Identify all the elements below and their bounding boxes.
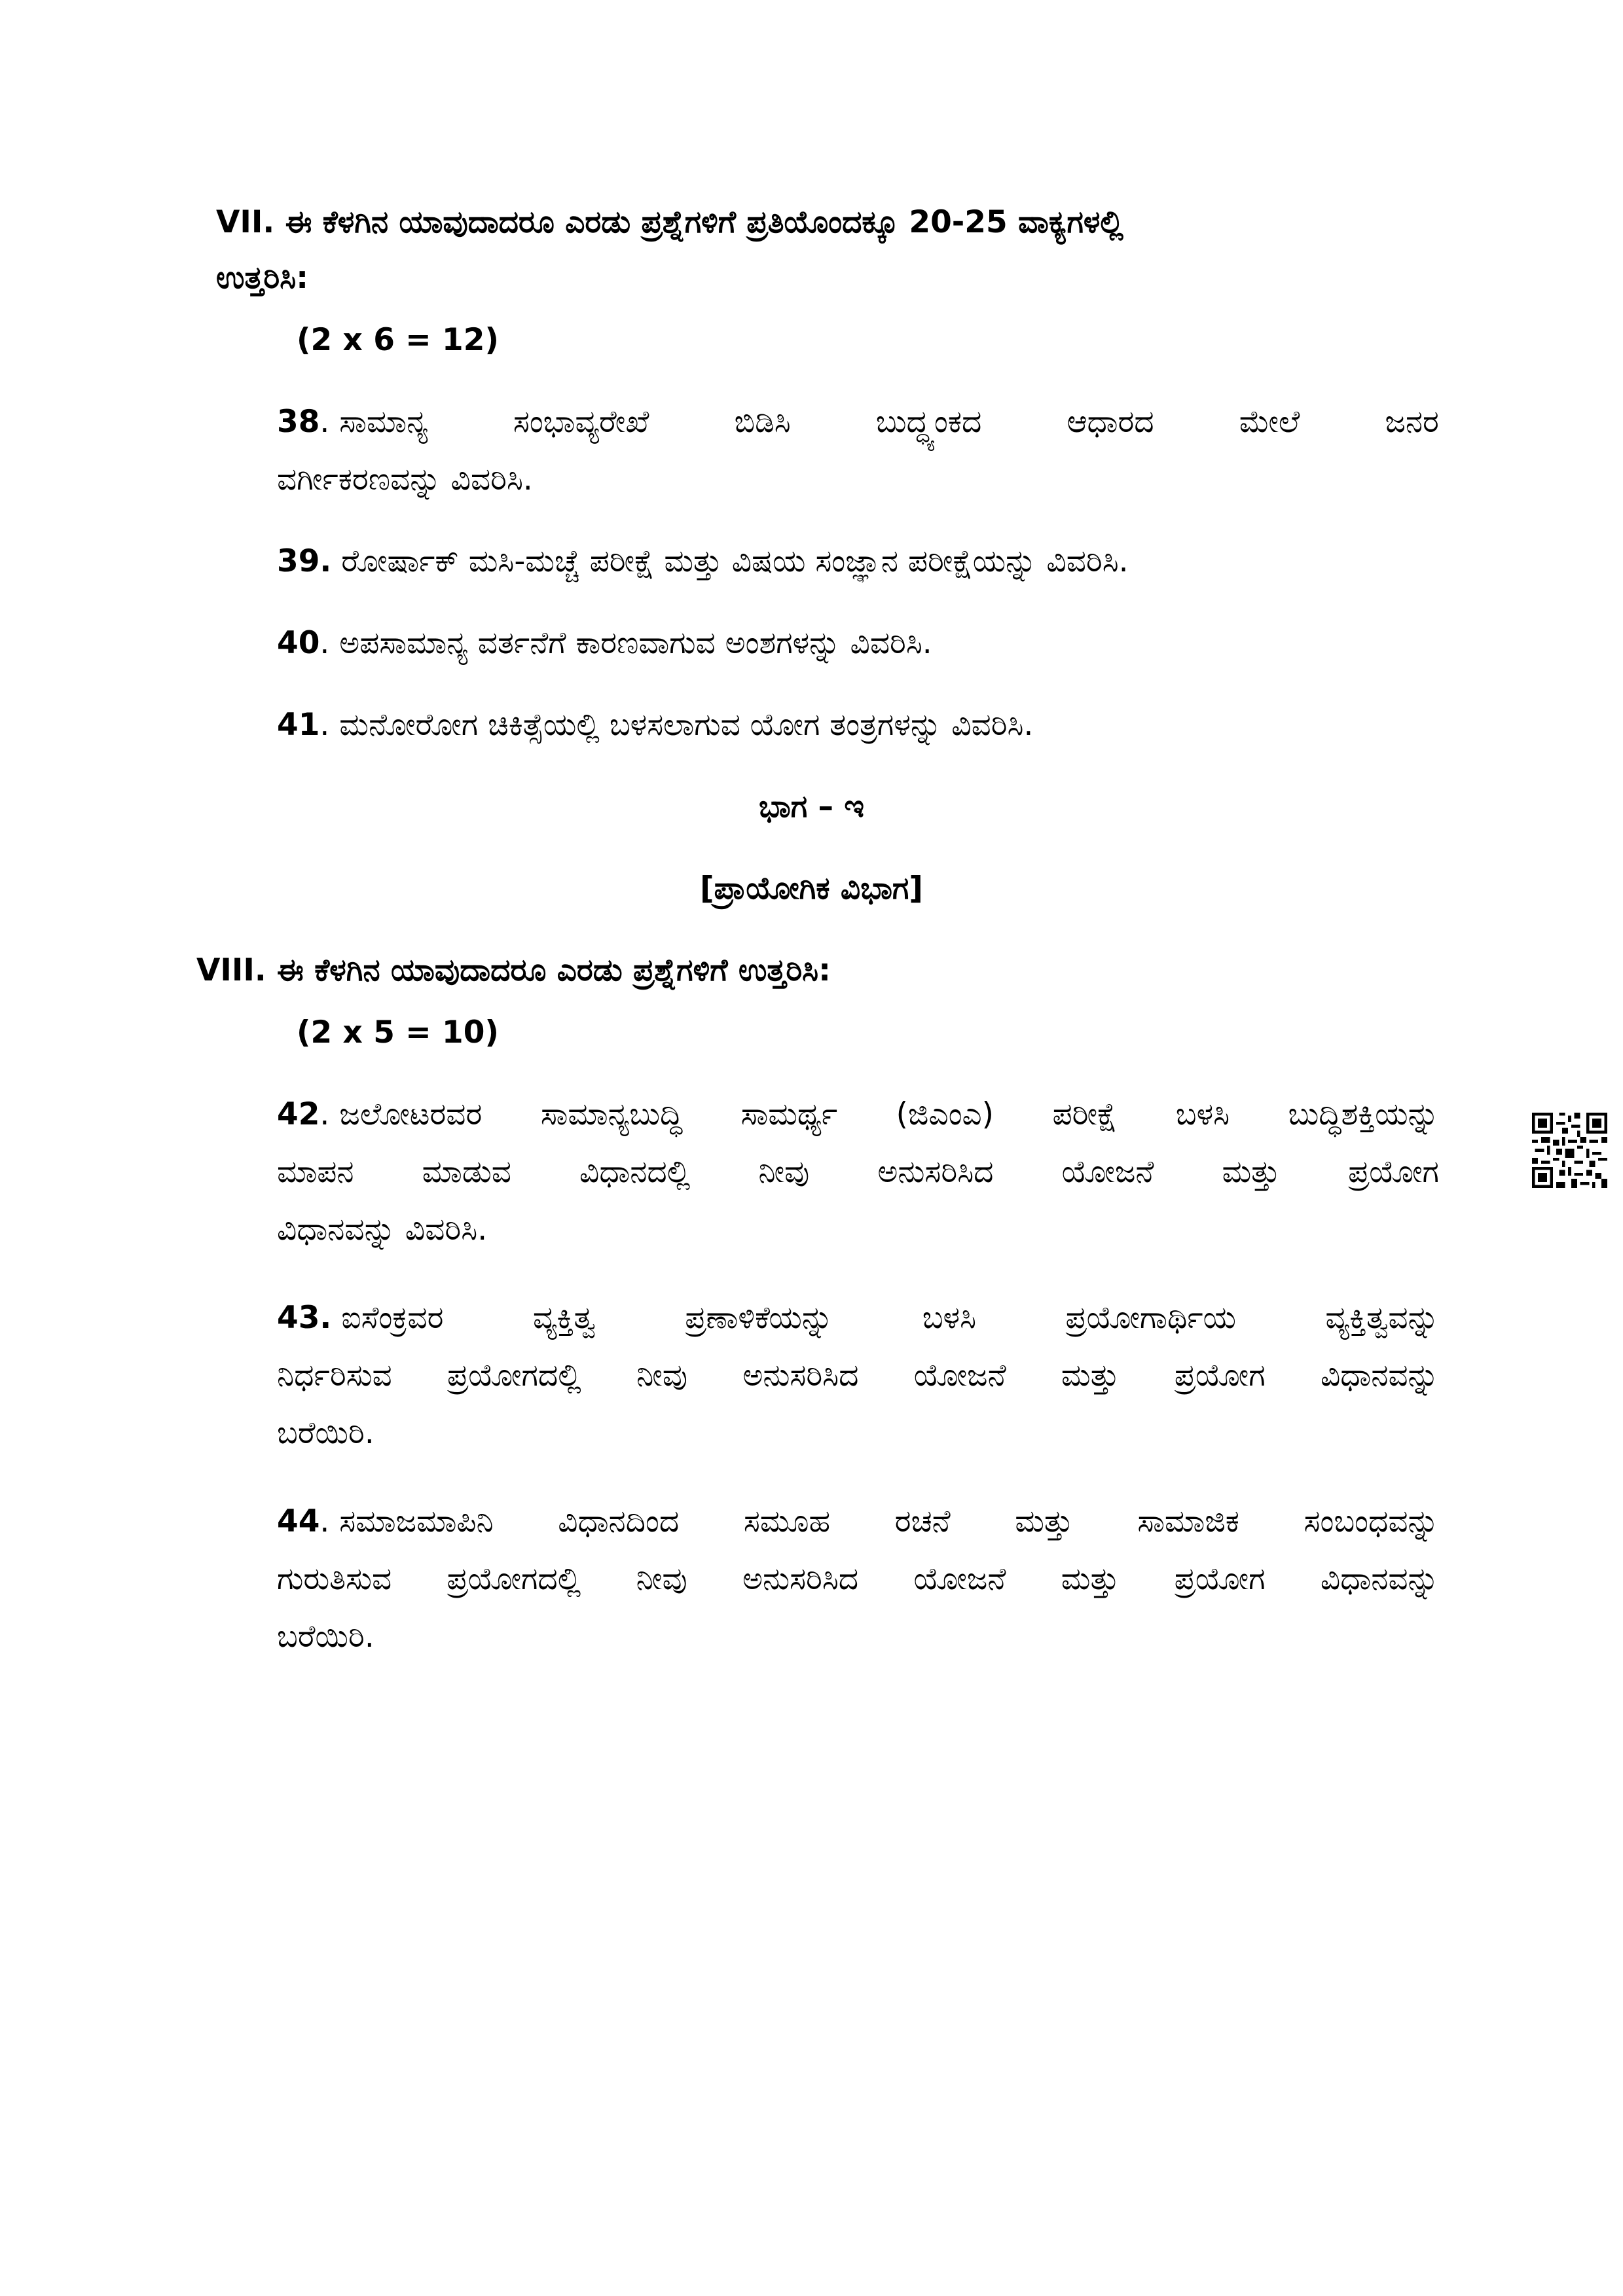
section-vii-marks: (2 x 6 = 12) [297,322,499,358]
question-43-first-word: 43. ಐಸೆಂಕ್ರವರ [277,1300,444,1336]
question-43-word: ಅನುಸರಿಸಿದ [742,1357,859,1393]
section-viii-heading: VIII. ಈ ಕೆಳಗಿನ ಯಾವುದಾದರೂ ಎರಡು ಪ್ರಶ್ನೆಗಳಿಗೆ ಉತ್ತರಿಸಿ: [196,952,831,988]
question-42-line3: ವಿಧಾನವನ್ನು ವಿವರಿಸಿ. [277,1211,488,1247]
question-40-text: ಅಪಸಾಮಾನ್ಯ ವರ್ತನೆಗೆ ಕಾರಣವಾಗುವ ಅಂಶಗಳನ್ನು ವಿವರಿಸಿ. [339,625,932,661]
question-38-first-word: 38. ಸಾಮಾನ್ಯ [277,404,428,440]
question-44-word: ಸಮೂಹ [743,1503,831,1539]
question-43-word: ಮತ್ತು [1061,1357,1120,1393]
question-42-word: ವಿಧಾನದಲ್ಲಿ [579,1154,691,1190]
question-43-line2 [277,1356,1439,1395]
question-43-word: ಪ್ರಯೋಗಾರ್ಥಿಯ [1065,1300,1236,1336]
question-39 [277,542,1129,581]
question-42-word: (ಜಿಎಂಎ) [896,1096,994,1132]
question-38-word: ಸಂಭಾವ್ಯರೇಖೆ [513,404,649,440]
question-40-number: 40 [277,625,320,661]
question-43-line3: ಬರೆಯಿರಿ. [277,1415,374,1451]
question-44-line3: ಬರೆಯಿರಿ. [277,1619,374,1655]
question-42-word: ನೀವು [758,1154,810,1190]
question-41-number: 41 [277,707,320,743]
part-subheading: [ಪ್ರಾಯೋಗಿಕ ವಿಭಾಗ] [700,870,923,906]
question-44-line1 [277,1502,1439,1541]
question-40: 40. ಅಪಸಾಮಾನ್ಯ ವರ್ತನೆಗೆ ಕಾರಣವಾಗುವ ಅಂಶಗಳನ್ನು ವಿವರಿಸಿ. [277,625,932,661]
question-42-word: ಮತ್ತು [1222,1154,1281,1190]
question-42-word: ಬುದ್ಧಿಶಕ್ತಿಯನ್ನು [1288,1096,1439,1132]
question-42-line2 [277,1153,1439,1192]
question-44-word: ಗುರುತಿಸುವ [277,1561,392,1597]
question-44-word: ನೀವು [636,1561,687,1597]
question-38-word: ಜನರ [1385,404,1439,440]
question-43-word: ವ್ಯಕ್ತಿತ್ವವನ್ನು [1325,1300,1439,1336]
question-44-word: ವಿಧಾನವನ್ನು [1320,1561,1439,1597]
question-38-number: 38 [277,404,320,440]
question-38-word: ಬಿಡಿಸಿ [734,404,791,440]
question-38-word: ಮೇಲೆ [1239,404,1300,440]
question-42-word: ಬಳಸಿ [1175,1096,1230,1132]
question-42-word: ಸಾಮಾನ್ಯಬುದ್ಧಿ [540,1096,683,1132]
question-43-word: ಬಳಸಿ [922,1300,977,1336]
question-44-word: ಮತ್ತು [1061,1561,1120,1597]
question-42-word: ಪರೀಕ್ಷೆ [1052,1096,1118,1132]
question-44-word: ವಿಧಾನದಿಂದ [558,1503,680,1539]
question-44-word: ಪ್ರಯೋಗ [1174,1561,1266,1597]
section-vii-heading-line2: ಉತ್ತರಿಸಿ: [216,260,308,296]
question-39-number: 39. [277,543,332,579]
section-viii-marks: (2 x 5 = 10) [297,1014,499,1050]
question-43-word: ವಿಧಾನವನ್ನು [1320,1357,1439,1393]
question-43-line1 [277,1299,1439,1338]
question-44-first-word: 44. ಸಮಾಜಮಾಪಿನಿ [277,1503,494,1539]
question-44-line2 [277,1560,1439,1599]
question-38-word: ಆಧಾರದ [1067,404,1154,440]
question-42-word: ಯೋಜನೆ [1061,1154,1154,1190]
question-43-number: 43. [277,1300,332,1336]
question-43-word: ಪ್ರಣಾಳಿಕೆಯನ್ನು [685,1300,833,1336]
question-42-first-word: 42. ಜಲೋಟರವರ [277,1096,483,1132]
question-39-text: ರೋರ್ಷಾಕ್ ಮಸಿ-ಮಚ್ಚೆ ಪರೀಕ್ಷೆ ಮತ್ತು ವಿಷಯ ಸಂಜ್ಞಾನ ಪರೀಕ್ಷೆಯನ್ನು ವಿವರಿಸಿ. [341,543,1129,579]
question-43-word: ಪ್ರಯೋಗದಲ್ಲಿ [447,1357,581,1393]
part-heading: ಭಾಗ – ಇ [759,789,864,825]
question-42-line1 [277,1095,1439,1134]
question-44-word: ಸಂಬಂಧವನ್ನು [1304,1503,1439,1539]
question-41-text: ಮನೋರೋಗ ಚಿಕಿತ್ಸೆಯಲ್ಲಿ ಬಳಸಲಾಗುವ ಯೋಗ ತಂತ್ರಗಳನ್ನು ವಿವರಿಸಿ. [339,707,1034,743]
question-42-word: ಅನುಸರಿಸಿದ [877,1154,994,1190]
question-43-word: ವ್ಯಕ್ತಿತ್ವ [532,1300,596,1336]
question-43-word: ಯೋಜನೆ [913,1357,1006,1393]
question-38-line1 [277,403,1439,442]
question-38-line2: ವರ್ಗೀಕರಣವನ್ನು ವಿವರಿಸಿ. [277,461,533,497]
question-44-word: ಪ್ರಯೋಗದಲ್ಲಿ [447,1561,581,1597]
section-vii-heading-line1: VII. ಈ ಕೆಳಗಿನ ಯಾವುದಾದರೂ ಎರಡು ಪ್ರಶ್ನೆಗಳಿಗೆ ಪ್ರತಿಯೊಂದಕ್ಕೂ 20-25 ವಾಕ್ಯಗಳಲ್ಲಿ [216,204,1123,240]
question-42-word: ಮಾಪನ [277,1154,354,1190]
question-42-word: ಸಾಮರ್ಥ್ಯ [740,1096,838,1132]
question-42-word: ಮಾಡುವ [422,1154,511,1190]
question-44-number: 44 [277,1503,320,1539]
question-43-word: ಪ್ರಯೋಗ [1174,1357,1266,1393]
question-42-word: ಪ್ರಯೋಗ [1348,1154,1439,1190]
qr-code-icon [1532,1113,1607,1188]
question-44-word: ಸಾಮಾಜಿಕ [1137,1503,1239,1539]
question-42-number: 42 [277,1096,320,1132]
question-44-word: ರಚನೆ [894,1503,951,1539]
question-44-word: ಅನುಸರಿಸಿದ [742,1561,859,1597]
question-44-word: ಯೋಜನೆ [913,1561,1006,1597]
question-43-word: ನಿರ್ಧರಿಸುವ [277,1357,392,1393]
question-44-word: ಮತ್ತು [1015,1503,1073,1539]
question-41: 41. ಮನೋರೋಗ ಚಿಕಿತ್ಸೆಯಲ್ಲಿ ಬಳಸಲಾಗುವ ಯೋಗ ತಂತ್ರಗಳನ್ನು ವಿವರಿಸಿ. [277,707,1034,743]
question-43-word: ನೀವು [636,1357,688,1393]
question-38-word: ಬುದ್ಧ್ಯಂಕದ [875,404,982,440]
